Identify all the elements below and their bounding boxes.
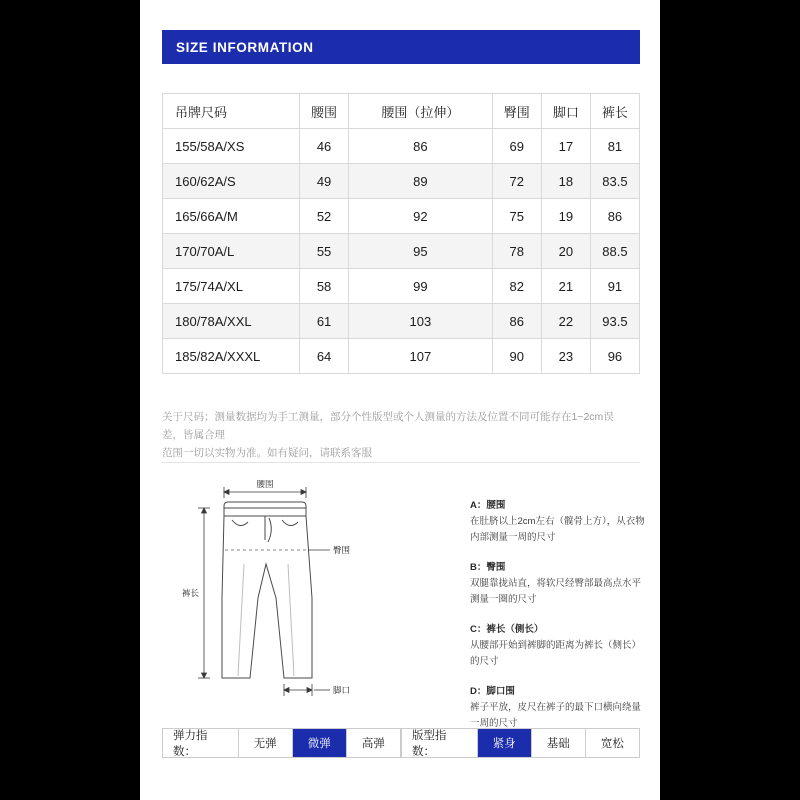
section-divider	[162, 462, 640, 463]
fit-index-label: 版型指数：	[402, 729, 478, 757]
measurement-title: B：臀围	[470, 562, 506, 573]
cell-waist-stretch: 89	[349, 164, 493, 199]
measurement-title: A：腰围	[470, 500, 506, 511]
fit-option-loose[interactable]: 宽松	[600, 738, 624, 750]
measurement-instructions	[470, 498, 650, 746]
cell-tag-size: 180/78A/XXL	[163, 304, 300, 339]
cell-length: 96	[590, 339, 639, 374]
column-header-hip: 臀围	[492, 94, 541, 129]
cell-hip: 86	[492, 304, 541, 339]
diagram-label-waist: 腰围	[256, 479, 274, 489]
cell-waist: 49	[300, 164, 349, 199]
cell-tag-size: 155/58A/XS	[163, 129, 300, 164]
elasticity-option-high[interactable]: 高弹	[361, 738, 385, 750]
cell-hem: 19	[541, 199, 590, 234]
table-row	[163, 129, 640, 164]
cell-waist: 52	[300, 199, 349, 234]
measurement-desc: 裤子平放，皮尺在裤子的最下口横向绕量一周的尺寸	[470, 702, 642, 729]
table-row	[163, 269, 640, 304]
pants-measurement-diagram	[162, 478, 462, 708]
cell-hip: 75	[492, 199, 541, 234]
cell-hem: 22	[541, 304, 590, 339]
fit-option-slim[interactable]: 紧身	[478, 729, 532, 757]
cell-tag-size: 170/70A/L	[163, 234, 300, 269]
cell-waist: 61	[300, 304, 349, 339]
cell-hem: 17	[541, 129, 590, 164]
cell-hip: 72	[492, 164, 541, 199]
cell-hip: 90	[492, 339, 541, 374]
cell-hem: 21	[541, 269, 590, 304]
fit-option-regular[interactable]: 基础	[532, 729, 586, 757]
table-row	[163, 304, 640, 339]
cell-waist-stretch: 86	[349, 129, 493, 164]
cell-hip: 78	[492, 234, 541, 269]
cell-waist: 58	[300, 269, 349, 304]
cell-waist-stretch: 92	[349, 199, 493, 234]
column-header-hem: 脚口	[541, 94, 590, 129]
measurement-item-hip	[470, 560, 650, 608]
cell-tag-size: 185/82A/XXXL	[163, 339, 300, 374]
elasticity-option-slight[interactable]: 微弹	[293, 729, 347, 757]
measurement-title: D：脚口围	[470, 686, 515, 697]
measurement-item-length	[470, 622, 650, 670]
cell-length: 86	[590, 199, 639, 234]
column-header-tag-size: 吊牌尺码	[163, 94, 300, 129]
table-header-row	[163, 94, 640, 129]
cell-hem: 23	[541, 339, 590, 374]
cell-waist: 46	[300, 129, 349, 164]
measurement-disclaimer	[162, 408, 632, 462]
cell-waist-stretch: 99	[349, 269, 493, 304]
cell-hip: 69	[492, 129, 541, 164]
column-header-length: 裤长	[590, 94, 639, 129]
cell-tag-size: 160/62A/S	[163, 164, 300, 199]
elasticity-option-none[interactable]: 无弹	[239, 729, 293, 757]
measurement-title: C：裤长（侧长）	[470, 624, 544, 635]
cell-waist-stretch: 95	[349, 234, 493, 269]
column-header-waist-stretch: 腰围（拉伸）	[349, 94, 493, 129]
cell-waist-stretch: 103	[349, 304, 493, 339]
index-selectors	[162, 728, 640, 760]
table-row	[163, 339, 640, 374]
elasticity-index-group	[162, 728, 401, 758]
cell-length: 88.5	[590, 234, 639, 269]
cell-length: 91	[590, 269, 639, 304]
table-row	[163, 199, 640, 234]
cell-tag-size: 165/66A/M	[163, 199, 300, 234]
diagram-label-length: 裤长	[182, 588, 200, 598]
elasticity-index-label: 弹力指数：	[163, 729, 239, 757]
cell-hem: 20	[541, 234, 590, 269]
product-size-page	[140, 0, 660, 800]
diagram-label-hem: 脚口	[333, 685, 351, 695]
disclaimer-line-2: 范围一切以实物为准。如有疑问，请联系客服	[162, 447, 372, 459]
table-row	[163, 164, 640, 199]
measurement-item-waist	[470, 498, 650, 546]
measurement-desc: 在肚脐以上2cm左右（髋骨上方），从衣物内部测量一周的尺寸	[470, 516, 645, 543]
size-table	[162, 93, 640, 374]
column-header-waist: 腰围	[300, 94, 349, 129]
cell-hem: 18	[541, 164, 590, 199]
diagram-label-hip: 臀围	[333, 545, 351, 555]
cell-length: 81	[590, 129, 639, 164]
cell-hip: 82	[492, 269, 541, 304]
measurement-desc: 从腰部开始到裤脚的距离为裤长（侧长）的尺寸	[470, 640, 642, 667]
pants-diagram-svg	[162, 478, 462, 708]
table-row	[163, 234, 640, 269]
disclaimer-line-1: 关于尺码；测量数据均为手工测量，部分个性版型或个人测量的方法及位置不同可能存在1~2cm误差，皆属合理	[162, 411, 614, 441]
fit-index-group	[401, 728, 640, 758]
cell-length: 83.5	[590, 164, 639, 199]
page-title: SIZE INFORMATION	[176, 39, 314, 55]
cell-tag-size: 175/74A/XL	[163, 269, 300, 304]
size-information-header	[162, 30, 640, 64]
measurement-item-hem	[470, 684, 650, 732]
measurement-desc: 双腿靠拢站直，将软尺经臀部最高点水平测量一圈的尺寸	[470, 578, 642, 605]
cell-waist: 64	[300, 339, 349, 374]
cell-waist-stretch: 107	[349, 339, 493, 374]
cell-waist: 55	[300, 234, 349, 269]
cell-length: 93.5	[590, 304, 639, 339]
